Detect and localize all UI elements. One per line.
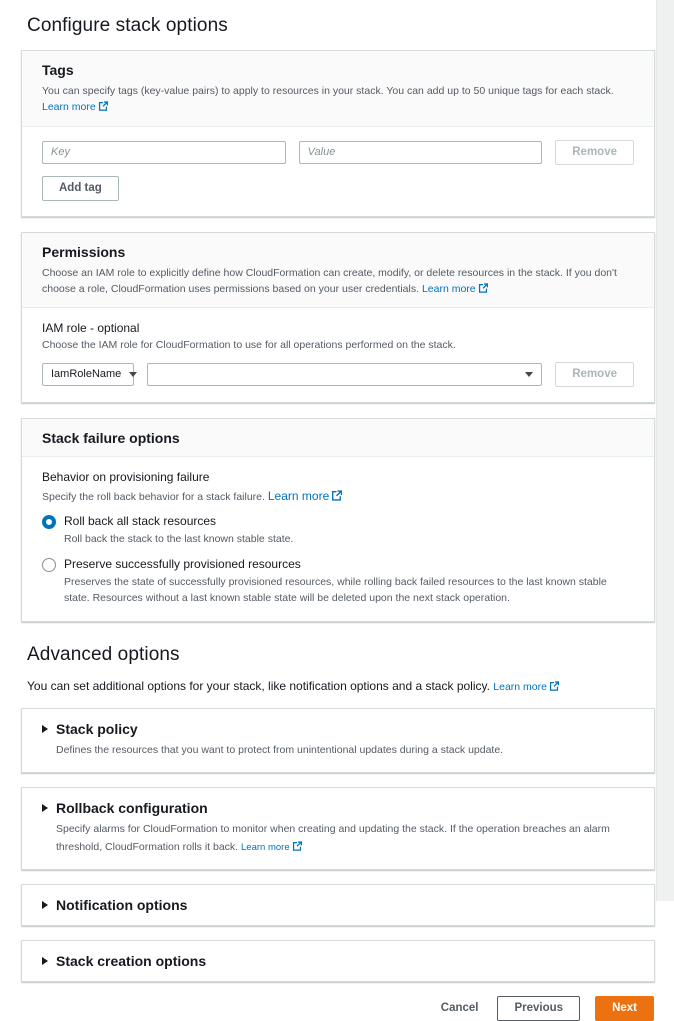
rollback-all-radio[interactable] bbox=[42, 514, 634, 529]
tag-remove-button[interactable]: Remove bbox=[555, 140, 634, 165]
rollback-configuration-description: Specify alarms for CloudFormation to monitor when creating and updating the stack. If the operation breaches an alarm threshold, CloudFormation rolls it back. Learn more bbox=[56, 823, 610, 854]
caret-right-icon bbox=[42, 957, 48, 965]
caret-right-icon bbox=[42, 804, 48, 812]
stack-policy-section bbox=[21, 708, 655, 773]
caret-right-icon bbox=[42, 725, 48, 733]
preserve-resources-description: Preserves the state of successfully provisioned resources, while rolling back failed resources to the last known stable state. Resources without a last known stable state will be deleted upon the next stack operation. bbox=[64, 575, 607, 605]
caret-down-icon bbox=[129, 372, 137, 377]
advanced-options-title: Advanced options bbox=[27, 644, 180, 666]
wizard-footer bbox=[21, 996, 655, 1021]
permissions-card-header bbox=[22, 233, 654, 309]
stack-creation-options-section bbox=[21, 940, 655, 982]
iam-role-remove-button[interactable]: Remove bbox=[555, 362, 634, 387]
behavior-learn-more-link[interactable]: Learn more bbox=[268, 489, 342, 503]
iam-role-label: IAM role - optional bbox=[42, 321, 140, 336]
permissions-card-body bbox=[22, 308, 654, 402]
permissions-learn-more-link[interactable]: Learn more bbox=[422, 283, 488, 295]
behavior-description: Specify the roll back behavior for a stack failure. Learn more bbox=[42, 487, 634, 506]
rollback-configuration-expand-header[interactable] bbox=[42, 800, 634, 816]
tags-description: You can specify tags (key-value pairs) to apply to resources in your stack. You can add up to 50 unique tags for each stack. Learn more bbox=[42, 85, 614, 114]
radio-icon bbox=[42, 515, 56, 529]
configure-stack-options-page bbox=[21, 0, 655, 1021]
iam-role-type-value: IamRoleName bbox=[51, 368, 122, 381]
stack-creation-options-title: Stack creation options bbox=[56, 952, 207, 969]
notification-options-section bbox=[21, 884, 655, 926]
next-button[interactable]: Next bbox=[595, 996, 654, 1021]
rollback-all-label: Roll back all stack resources bbox=[64, 513, 217, 528]
stack-policy-expand-header[interactable] bbox=[42, 721, 634, 737]
iam-role-description: Choose the IAM role for CloudFormation to use for all operations performed on the stack. bbox=[42, 339, 456, 352]
iam-role-type-select[interactable] bbox=[42, 363, 134, 386]
stack-failure-card-body bbox=[22, 457, 654, 622]
permissions-description: Choose an IAM role to explicitly define how CloudFormation can create, modify, or delete resources in the stack. If you don't choose a role, CloudFormation uses permissions based on your user credentials. Learn more bbox=[42, 266, 617, 295]
external-link-icon bbox=[478, 283, 488, 293]
rollback-configuration-title: Rollback configuration bbox=[56, 800, 208, 817]
preserve-resources-radio[interactable] bbox=[42, 557, 634, 572]
stack-creation-options-expand-header[interactable] bbox=[42, 953, 634, 969]
external-link-icon bbox=[549, 681, 559, 691]
behavior-label: Behavior on provisioning failure bbox=[42, 469, 210, 484]
rollback-configuration-section bbox=[21, 787, 655, 870]
previous-button[interactable]: Previous bbox=[497, 996, 580, 1021]
preserve-resources-label: Preserve successfully provisioned resources bbox=[64, 556, 301, 571]
page-title: Configure stack options bbox=[27, 15, 228, 36]
advanced-options-description: You can set additional options for your stack, like notification options and a stack policy. Learn more bbox=[27, 679, 655, 693]
external-link-icon bbox=[292, 841, 302, 851]
stack-policy-description: Defines the resources that you want to protect from unintentional updates during a stack update. bbox=[56, 744, 504, 757]
tag-value-input[interactable] bbox=[299, 141, 543, 164]
tags-card-body bbox=[22, 127, 654, 216]
radio-icon bbox=[42, 558, 56, 572]
external-link-icon bbox=[98, 101, 108, 111]
external-link-icon bbox=[331, 490, 342, 501]
stack-failure-card-header bbox=[22, 419, 654, 457]
permissions-title: Permissions bbox=[42, 243, 126, 260]
add-tag-button[interactable]: Add tag bbox=[42, 176, 119, 201]
stack-policy-title: Stack policy bbox=[56, 721, 138, 738]
notification-options-title: Notification options bbox=[56, 896, 188, 913]
scrollbar-track[interactable] bbox=[656, 0, 674, 901]
tags-learn-more-link[interactable]: Learn more bbox=[42, 101, 108, 113]
caret-right-icon bbox=[42, 901, 48, 909]
tags-card-header bbox=[22, 51, 654, 127]
advanced-learn-more-link[interactable]: Learn more bbox=[493, 681, 559, 693]
iam-role-name-select[interactable] bbox=[147, 363, 542, 386]
caret-down-icon bbox=[525, 372, 533, 377]
stack-failure-options-card bbox=[21, 418, 655, 623]
cancel-button[interactable]: Cancel bbox=[437, 996, 483, 1021]
tag-key-input[interactable] bbox=[42, 141, 286, 164]
rollback-learn-more-link[interactable]: Learn more bbox=[241, 842, 302, 853]
rollback-all-description: Roll back the stack to the last known stable state. bbox=[64, 532, 294, 545]
tags-title: Tags bbox=[42, 62, 74, 78]
stack-failure-title: Stack failure options bbox=[42, 429, 180, 446]
notification-options-expand-header[interactable] bbox=[42, 897, 634, 913]
permissions-card bbox=[21, 232, 655, 403]
tags-card bbox=[21, 50, 655, 217]
